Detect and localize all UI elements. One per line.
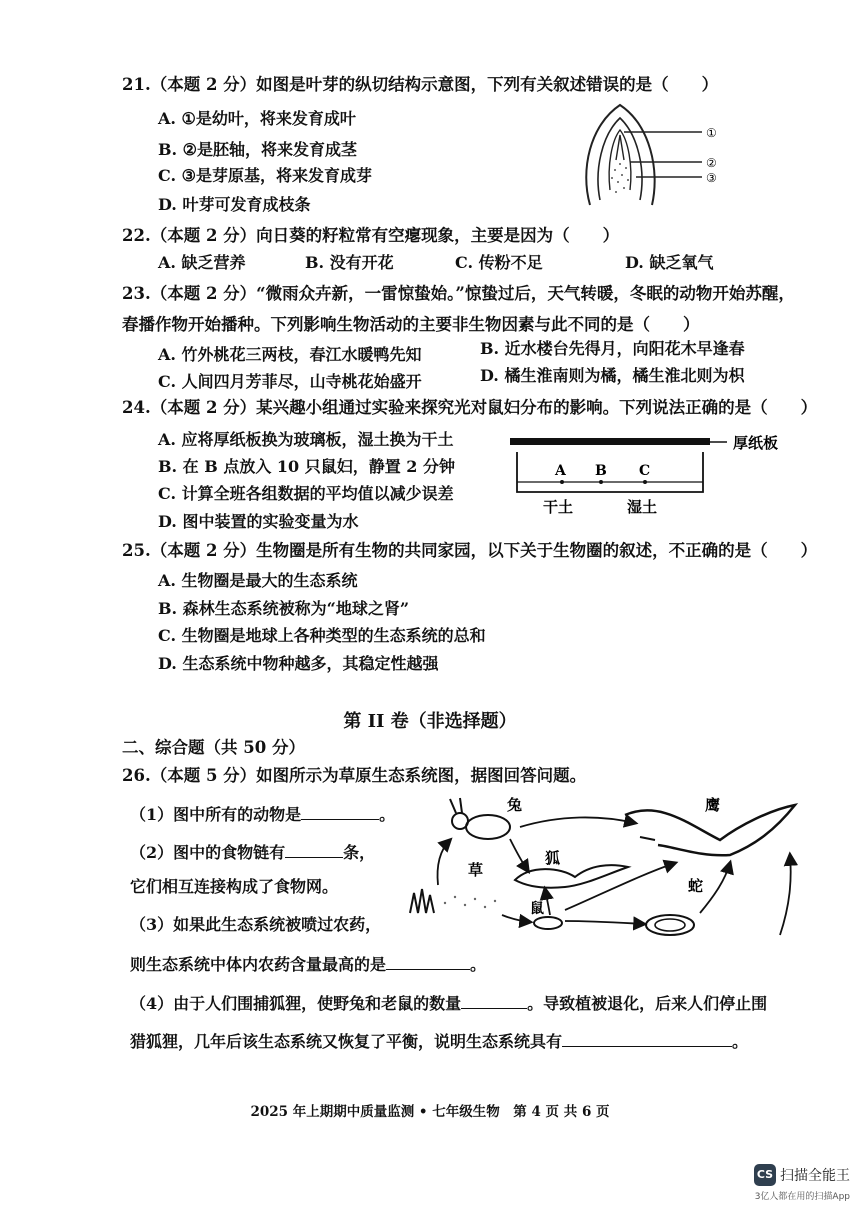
arrow-mouse-fox [545,889,550,915]
answer-blank-4[interactable] [461,992,527,1009]
label-rabbit: 兔 [507,796,523,814]
bud-label-3: ③ [706,171,717,185]
point-a: A [555,463,566,479]
section-heading: 二、综合题（共 50 分） [122,738,305,757]
point-c: C [639,463,651,479]
q26-part4 [130,992,767,1015]
arrow-mouse-snake [565,921,644,924]
q26-part1-end: 。 [379,805,396,824]
dry-soil-label: 干土 [543,498,574,516]
brand-tagline: 3亿人都在用的扫描App [754,1192,850,1202]
answer-blank-1[interactable] [301,803,379,820]
q24-option-d: D. 图中装置的实验变量为水 [158,512,359,531]
arrow-rabbit-fox [510,839,528,871]
woodlouse-experiment-figure [505,430,805,520]
grass-icon [410,889,496,913]
q26-stem: 26.（本题 5 分）如图所示为草原生态系统图，据图回答问题。 [122,766,587,785]
q26-part4-text: （4）由于人们围捕狐狸，使野兔和老鼠的数量 [130,994,462,1013]
answer-blank-2[interactable] [285,841,343,858]
q26-part2 [130,841,375,864]
arrow-snake-eagle [700,863,730,913]
q25-option-d: D. 生态系统中物种越多，其稳定性越强 [158,654,439,673]
q23-stem-line2: 春播作物开始播种。下列影响生物活动的主要非生物因素与此不同的是（ ） [122,315,700,334]
q26-part4-text-b: 。导致植被退化，后来人们停止围 [527,994,768,1013]
q26-part2-cont: 它们相互连接构成了食物网。 [130,877,339,896]
q22-option-a: A. 缺乏营养 [158,253,246,272]
q26-part2-unit: 条， [343,843,376,862]
label-eagle: 鹰 [705,796,721,814]
point-b: B [595,463,607,479]
q26-part3: （3）如果此生态系统被喷过农药， [130,915,382,934]
page-footer: 2025 年上期期中质量监测 • 七年级生物 第 4 页 共 6 页 [250,1104,610,1120]
q26-part4-text-c: 猎狐狸，几年后该生态系统又恢复了平衡，说明生态系统具有 [130,1032,563,1051]
q24-option-b: B. 在 B 点放入 10 只鼠妇，静置 2 分钟 [158,457,456,476]
camscanner-logo-icon: CS [754,1164,776,1186]
q25-option-b: B. 森林生态系统被称为“地球之肾” [158,599,410,618]
q26-part1-text: （1）图中所有的动物是 [130,805,302,824]
mouse-icon [534,917,562,929]
q23-option-c: C. 人间四月芳菲尽，山寺桃花始盛开 [158,372,422,391]
board-label: 厚纸板 [733,434,779,452]
rabbit-icon [450,798,510,839]
q22-option-b: B. 没有开花 [305,253,394,272]
q26-part4-cont [130,1030,748,1053]
q25-option-a: A. 生物圈是最大的生态系统 [158,571,358,590]
wet-soil-label: 湿土 [627,498,658,516]
brand-name: 扫描全能王 [780,1168,850,1184]
q21-option-c: C. ③是芽原基，将来发育成芽 [158,166,372,185]
arrow-rabbit-eagle [520,817,635,827]
q23-option-a: A. 竹外桃花三两枝，春江水暖鸭先知 [158,345,422,364]
label-mouse: 鼠 [530,901,544,917]
q26-part3-text: 则生态系统中体内农药含量最高的是 [130,955,387,974]
q24-option-c: C. 计算全班各组数据的平均值以减少误差 [158,484,454,503]
q25-stem: 25.（本题 2 分）生物圈是所有生物的共同家园，以下关于生物圈的叙述，不正确的是（ ） [122,541,818,560]
q21-option-a: A. ①是幼叶，将来发育成叶 [158,109,356,128]
q25-option-c: C. 生物圈是地球上各种类型的生态系统的总和 [158,626,486,645]
q26-part2-text: （2）图中的食物链有 [130,843,286,862]
q26-part3-end: 。 [470,955,487,974]
q22-option-d: D. 缺乏氧气 [625,253,714,272]
q22-stem: 22.（本题 2 分）向日葵的籽粒常有空瘪现象，主要是因为（ ） [122,226,620,245]
q26-part4-end: 。 [732,1032,749,1051]
snake-icon [646,915,694,935]
bud-label-2: ② [706,156,717,170]
q21-option-d: D. 叶芽可发育成枝条 [158,195,311,214]
section-title: 第 II 卷（非选择题） [343,711,517,732]
q23-stem-line1: 23.（本题 2 分）“微雨众卉新，一雷惊蛰始。”惊蛰过后，天气转暖，冬眠的动物开始苏醒， [122,284,795,303]
q24-option-a: A. 应将厚纸板换为玻璃板，湿土换为干土 [158,430,454,449]
label-grass: 草 [468,861,484,879]
q23-option-b: B. 近水楼台先得月，向阳花木早逢春 [480,339,745,358]
q21-stem: 21.（本题 2 分）如图是叶芽的纵切结构示意图，下列有关叙述错误的是（ ） [122,75,719,94]
q24-stem: 24.（本题 2 分）某兴趣小组通过实验来探究光对鼠妇分布的影响。下列说法正确的是（ ） [122,398,818,417]
fox-icon [515,865,628,888]
bud-label-1: ① [706,126,717,140]
q22-option-c: C. 传粉不足 [455,253,543,272]
q26-part1 [130,803,395,826]
grassland-food-web-figure [400,785,810,960]
q21-option-b: B. ②是胚轴，将来发育成茎 [158,140,358,159]
scanner-watermark [754,1164,850,1202]
q23-option-d: D. 橘生淮南则为橘，橘生淮北则为枳 [480,366,745,385]
answer-blank-5[interactable] [562,1030,732,1047]
label-snake: 蛇 [688,877,704,895]
arrow-grass-mouse [502,915,530,922]
leaf-bud-figure [560,100,730,210]
arrow-side [780,855,791,935]
label-fox: 狐 [545,849,561,867]
arrow-grass-rabbit [438,840,451,885]
